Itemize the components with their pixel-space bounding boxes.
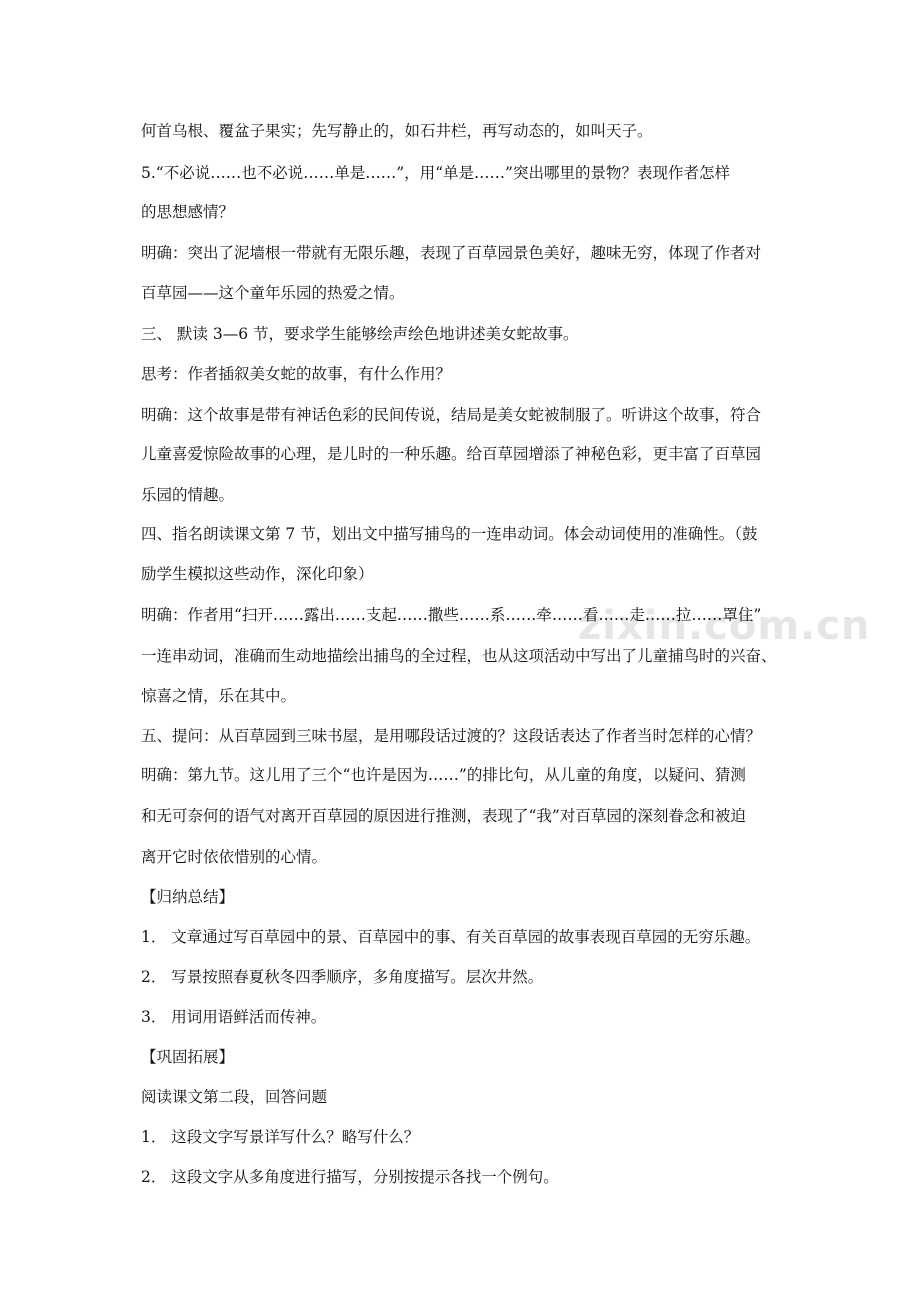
list-item: 2． 这段文字从多角度进行描写，分别按提示各找一个例句。 <box>141 1168 559 1186</box>
text-line: 和无可奈何的语气对离开百草园的原因进行推测，表现了“我”对百草园的深刻眷念和被迫 <box>141 807 746 825</box>
section-heading: 【巩固拓展】 <box>141 1048 235 1066</box>
section-heading: 四、指名朗读课文第 7 节，划出文中描写捕鸟的一连串动词。体会动词使用的准确性。（鼓 <box>141 525 758 543</box>
text-line: 离开它时依依惜别的心情。 <box>141 848 328 866</box>
watermark: zixin.com.cn <box>578 603 871 649</box>
text-line: 阅读课文第二段，回答问题 <box>141 1088 328 1106</box>
section-heading: 五、提问：从百草园到三味书屋，是用哪段话过渡的？这段话表达了作者当时怎样的心情？ <box>141 727 762 745</box>
text-line: 的思想感情？ <box>141 203 235 221</box>
text-line: 乐园的情趣。 <box>141 486 235 504</box>
text-line: 明确：突出了泥墙根一带就有无限乐趣，表现了百草园景色美好，趣味无穷，体现了作者对 <box>141 244 762 262</box>
text-line: 励学生模拟这些动作，深化印象） <box>141 565 374 583</box>
text-line: 百草园——这个童年乐园的热爱之情。 <box>141 284 405 302</box>
text-line: 一连串动词，准确而生动地描绘出捕鸟的全过程，也从这项活动中写出了儿童捕鸟时的兴奋、 <box>141 647 777 665</box>
list-item: 3． 用词用语鲜活而传神。 <box>141 1008 327 1026</box>
text-line: 明确：这个故事是带有神话色彩的民间传说，结局是美女蛇被制服了。听讲这个故事，符合 <box>141 406 762 424</box>
text-line: 5.“不必说……也不必说……单是……”，用“单是……”突出哪里的景物？表现作者怎样 <box>141 164 730 182</box>
section-heading: 【归纳总结】 <box>141 888 235 906</box>
list-item: 2． 写景按照春夏秋冬四季顺序，多角度描写。层次井然。 <box>141 968 544 986</box>
list-item: 1． 这段文字写景详写什么？略写什么？ <box>141 1128 420 1146</box>
text-line: 明确：作者用“扫开……露出……支起……撒些……系……牵……看……走……拉……罩住” <box>141 606 762 624</box>
list-item: 1． 文章通过写百草园中的景、百草园中的事、有关百草园的故事表现百草园的无穷乐趣。 <box>141 928 761 946</box>
section-heading: 三、 默读 3—6 节，要求学生能够绘声绘色地讲述美女蛇故事。 <box>141 325 579 343</box>
text-line: 明确：第九节。这儿用了三个“也许是因为……”的排比句，从儿童的角度，以疑问、猜测 <box>141 766 746 784</box>
text-line: 何首乌根、覆盆子果实；先写静止的，如石井栏，再写动态的，如叫天子。 <box>141 122 653 140</box>
text-line: 惊喜之情，乐在其中。 <box>141 687 297 705</box>
text-line: 思考：作者插叙美女蛇的故事，有什么作用？ <box>141 365 452 383</box>
text-line: 儿童喜爱惊险故事的心理，是儿时的一种乐趣。给百草园增添了神秘色彩，更丰富了百草园 <box>141 445 762 463</box>
